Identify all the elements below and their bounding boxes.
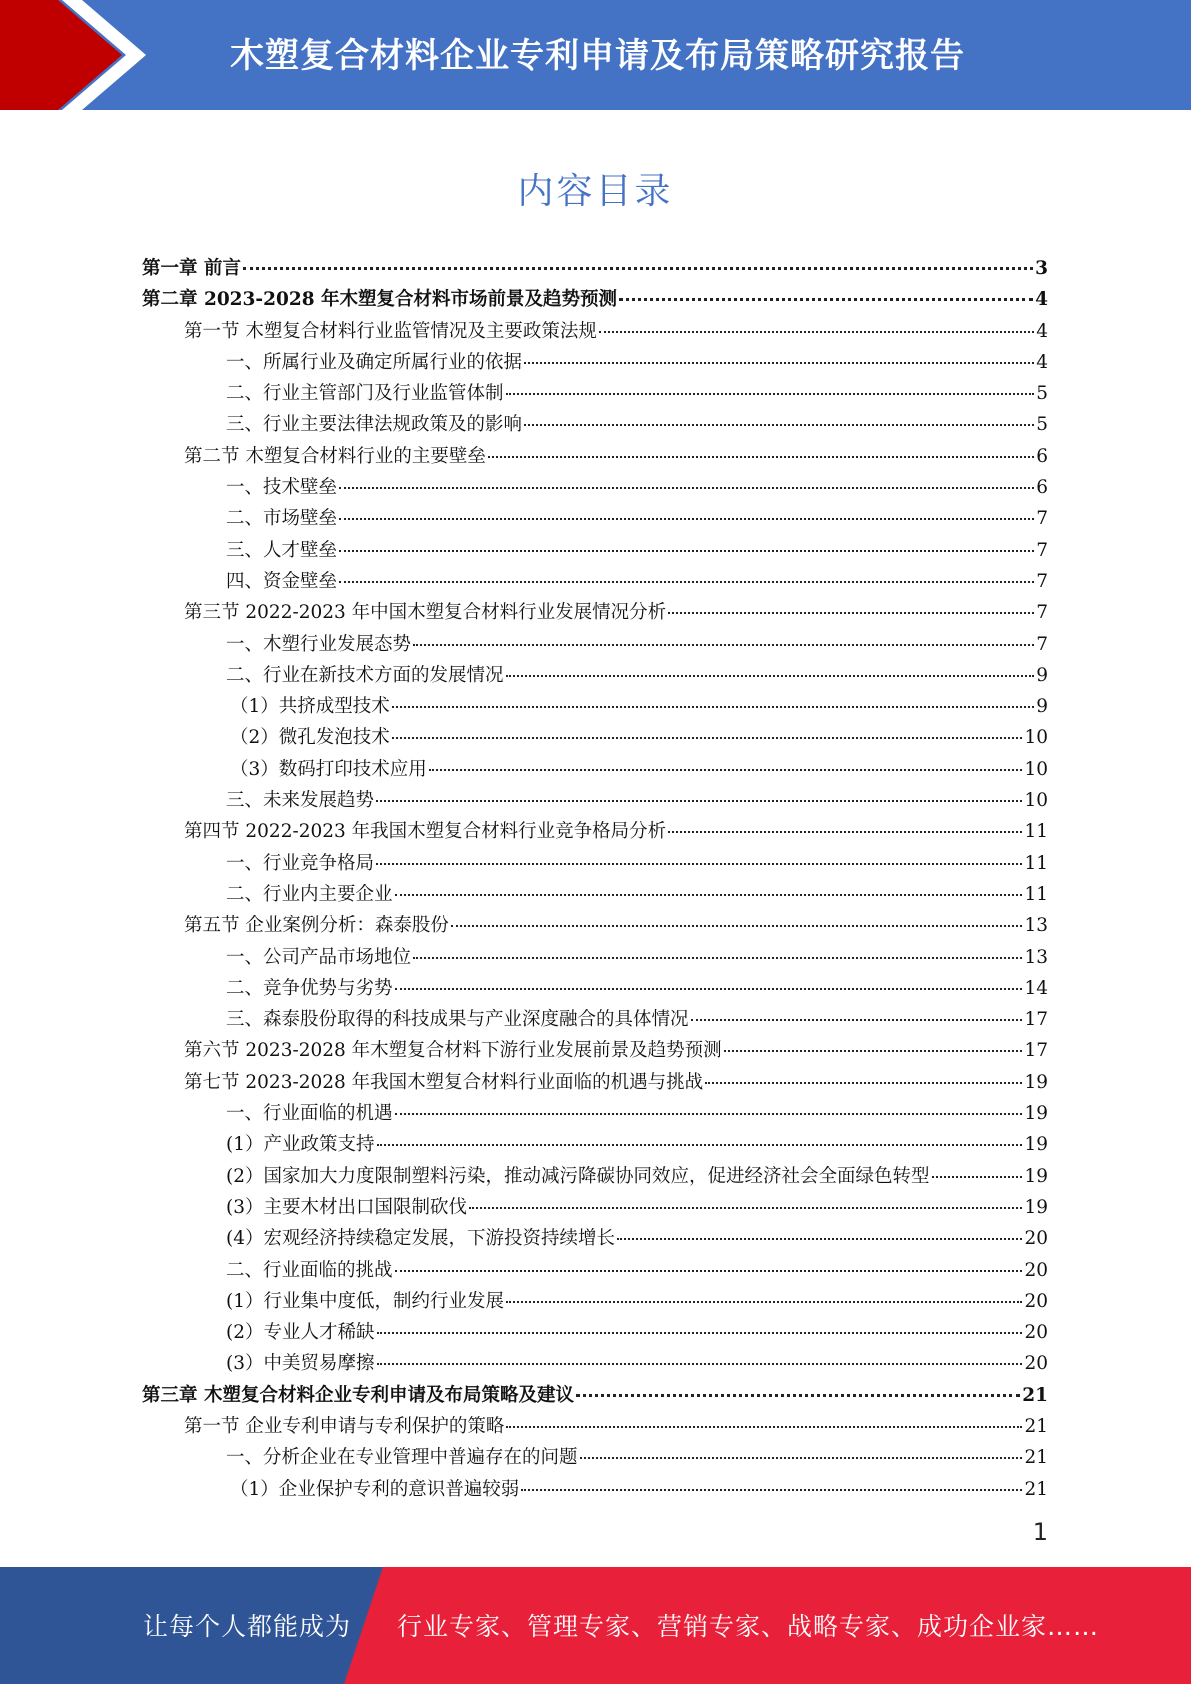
- toc-entry-title: (4）宏观经济持续稳定发展，下游投资持续增长: [226, 1228, 615, 1250]
- toc-entry-page: 20: [1024, 1322, 1048, 1344]
- toc-entry[interactable]: [142, 943, 1048, 974]
- toc-entry[interactable]: [142, 692, 1048, 723]
- toc-entry-title: 第二节 木塑复合材料行业的主要壁垒: [184, 445, 486, 467]
- toc-entry-page: 19: [1024, 1071, 1048, 1093]
- toc-dot-leader: [377, 1332, 1023, 1334]
- toc-entry-title: 第六节 2023-2028 年木塑复合材料下游行业发展前景及趋势预测: [184, 1040, 722, 1062]
- toc-entry-page: 10: [1024, 758, 1048, 780]
- toc-dot-leader: [395, 894, 1023, 896]
- toc-entry-title: 三、行业主要法律法规政策及的影响: [226, 414, 523, 436]
- toc-entry-title: 二、行业面临的挑战: [226, 1259, 393, 1281]
- toc-entry-page: 14: [1024, 977, 1048, 999]
- toc-entry-title: 一、行业竞争格局: [226, 852, 375, 874]
- toc-entry-page: 20: [1024, 1290, 1048, 1312]
- toc-entry-title: (1）产业政策支持: [226, 1134, 375, 1156]
- toc-dot-leader: [469, 1207, 1022, 1209]
- toc-entry-title: 第三章 木塑复合材料企业专利申请及布局策略及建议: [142, 1384, 574, 1406]
- toc-entry-page: 9: [1036, 664, 1048, 686]
- toc-entry-page: 10: [1024, 790, 1048, 812]
- toc-entry-title: (3）主要木材出口国限制砍伐: [226, 1196, 467, 1218]
- toc-entry-title: (3）中美贸易摩擦: [226, 1353, 375, 1375]
- toc-entry-title: 一、木塑行业发展态势: [226, 633, 412, 655]
- toc-entry-page: 4: [1036, 320, 1048, 342]
- toc-dot-leader: [377, 1144, 1023, 1146]
- toc-dot-leader: [521, 1489, 1022, 1491]
- toc-entry-title: 二、行业主管部门及行业监管体制: [226, 383, 504, 405]
- toc-entry-title: 二、竞争优势与劣势: [226, 977, 393, 999]
- toc-dot-leader: [506, 1426, 1022, 1428]
- table-of-contents: [142, 254, 1048, 1506]
- toc-entry-page: 5: [1036, 414, 1048, 436]
- toc-entry-page: 21: [1024, 1415, 1048, 1437]
- toc-entry[interactable]: [142, 661, 1048, 692]
- toc-entry[interactable]: [142, 1475, 1048, 1506]
- toc-heading: 内容目录: [517, 171, 674, 212]
- toc-entry[interactable]: [142, 630, 1048, 661]
- toc-entry[interactable]: [142, 1068, 1048, 1099]
- toc-entry[interactable]: [142, 317, 1048, 348]
- toc-entry[interactable]: [142, 504, 1048, 535]
- toc-entry-title: 第一章 前言: [142, 258, 241, 279]
- toc-dot-leader: [506, 1301, 1022, 1303]
- toc-entry-page: 21: [1022, 1384, 1048, 1406]
- toc-dot-leader: [506, 393, 1035, 395]
- toc-entry-title: 一、所属行业及确定所属行业的依据: [226, 351, 523, 373]
- toc-dot-leader: [392, 706, 1034, 708]
- toc-dot-leader: [488, 456, 1034, 458]
- toc-entry-title: (2）国家加大力度限制塑料污染，推动减污降碳协同效应，促进经济社会全面绿色转型: [226, 1165, 930, 1187]
- toc-entry[interactable]: [142, 379, 1048, 410]
- toc-entry-title: 第一节 木塑复合材料行业监管情况及主要政策法规: [184, 320, 597, 342]
- toc-entry-page: 21: [1024, 1447, 1048, 1469]
- toc-entry[interactable]: [142, 1193, 1048, 1224]
- toc-dot-leader: [413, 957, 1022, 959]
- toc-entry[interactable]: [142, 1036, 1048, 1067]
- toc-entry-page: 9: [1036, 696, 1048, 718]
- toc-dot-leader: [339, 487, 1034, 489]
- toc-entry[interactable]: [142, 1130, 1048, 1161]
- toc-entry-title: 第一节 企业专利申请与专利保护的策略: [184, 1415, 505, 1437]
- toc-entry-title: 第三节 2022-2023 年中国木塑复合材料行业发展情况分析: [184, 602, 667, 624]
- toc-entry-page: 4: [1036, 351, 1048, 373]
- toc-entry-title: 四、资金壁垒: [226, 570, 338, 592]
- toc-dot-leader: [580, 1457, 1023, 1459]
- toc-entry[interactable]: [142, 880, 1048, 911]
- toc-entry-page: 7: [1036, 633, 1048, 655]
- toc-entry-page: 19: [1024, 1196, 1048, 1218]
- toc-dot-leader: [668, 831, 1022, 833]
- footer-slogan-right: 行业专家、管理专家、营销专家、战略专家、成功企业家……: [397, 1612, 1100, 1641]
- toc-dot-leader: [524, 362, 1034, 364]
- toc-dot-leader: [339, 518, 1034, 520]
- toc-dot-leader: [377, 1363, 1023, 1365]
- toc-dot-leader: [506, 675, 1035, 677]
- toc-entry-title: 一、分析企业在专业管理中普遍存在的问题: [226, 1447, 578, 1469]
- toc-entry-page: 6: [1036, 445, 1048, 467]
- toc-dot-leader: [429, 769, 1023, 771]
- toc-entry[interactable]: [142, 786, 1048, 817]
- toc-entry-title: 二、行业在新技术方面的发展情况: [226, 664, 504, 686]
- toc-entry-title: 三、未来发展趋势: [226, 790, 375, 812]
- toc-entry-page: 11: [1024, 821, 1048, 843]
- toc-entry-page: 6: [1036, 477, 1048, 499]
- toc-dot-leader: [376, 800, 1022, 802]
- toc-entry-title: 二、市场壁垒: [226, 508, 338, 530]
- toc-entry[interactable]: [142, 536, 1048, 567]
- toc-entry-page: 13: [1024, 946, 1048, 968]
- toc-entry[interactable]: [142, 817, 1048, 848]
- toc-entry-title: 第二章 2023-2028 年木塑复合材料市场前景及趋势预测: [142, 289, 618, 311]
- toc-dot-leader: [668, 612, 1034, 614]
- toc-entry[interactable]: [142, 1005, 1048, 1036]
- toc-dot-leader: [599, 331, 1034, 333]
- report-title: 木塑复合材料企业专利申请及布局策略研究报告: [230, 36, 965, 76]
- toc-entry-title: 第五节 企业案例分析：森泰股份: [184, 915, 449, 937]
- toc-entry-page: 21: [1024, 1478, 1048, 1500]
- toc-dot-leader: [691, 1019, 1023, 1021]
- toc-entry[interactable]: [142, 723, 1048, 754]
- toc-dot-leader: [395, 988, 1023, 990]
- toc-entry-page: 17: [1024, 1009, 1048, 1031]
- toc-entry[interactable]: [142, 1162, 1048, 1193]
- toc-entry-page: 7: [1036, 602, 1048, 624]
- toc-entry-title: 一、行业面临的机遇: [226, 1103, 393, 1125]
- footer-slogan-left: 让每个人都能成为: [143, 1612, 352, 1641]
- toc-entry[interactable]: [142, 1099, 1048, 1130]
- toc-entry-title: （2）微孔发泡技术: [230, 727, 390, 749]
- toc-entry-page: 5: [1036, 383, 1048, 405]
- header-arrow-decoration: [0, 0, 150, 110]
- toc-entry[interactable]: [142, 1318, 1048, 1349]
- page-number: 1: [1032, 1518, 1048, 1546]
- toc-entry[interactable]: [142, 974, 1048, 1005]
- toc-entry[interactable]: [142, 285, 1048, 316]
- toc-dot-leader: [395, 1270, 1023, 1272]
- report-header-banner: [0, 0, 1191, 110]
- toc-entry-page: 17: [1024, 1040, 1048, 1062]
- toc-entry[interactable]: [142, 567, 1048, 598]
- toc-entry-page: 20: [1024, 1353, 1048, 1375]
- toc-entry[interactable]: [142, 410, 1048, 441]
- toc-entry-title: 三、森泰股份取得的科技成果与产业深度融合的具体情况: [226, 1009, 689, 1031]
- toc-entry[interactable]: [142, 254, 1048, 285]
- toc-entry-title: 一、公司产品市场地位: [226, 946, 412, 968]
- toc-entry-page: 7: [1036, 539, 1048, 561]
- toc-entry-page: 7: [1036, 570, 1048, 592]
- toc-entry-page: 4: [1035, 289, 1048, 311]
- toc-entry-page: 11: [1024, 883, 1048, 905]
- toc-entry-title: 第四节 2022-2023 年我国木塑复合材料行业竞争格局分析: [184, 821, 667, 843]
- toc-entry[interactable]: [142, 755, 1048, 786]
- toc-entry[interactable]: [142, 1412, 1048, 1443]
- toc-dot-leader: [376, 863, 1022, 865]
- toc-entry[interactable]: [142, 598, 1048, 629]
- toc-entry[interactable]: [142, 1287, 1048, 1318]
- toc-dot-leader: [932, 1176, 1023, 1178]
- toc-entry-page: 19: [1024, 1103, 1048, 1125]
- toc-entry-title: （1）企业保护专利的意识普遍较弱: [230, 1478, 520, 1500]
- toc-entry-page: 19: [1024, 1134, 1048, 1156]
- toc-entry[interactable]: [142, 473, 1048, 504]
- toc-entry-title: 一、技术壁垒: [226, 477, 338, 499]
- toc-entry-page: 10: [1024, 727, 1048, 749]
- toc-dot-leader: [339, 581, 1034, 583]
- toc-entry-page: 19: [1024, 1165, 1048, 1187]
- toc-dot-leader: [619, 298, 1033, 301]
- toc-entry-title: （1）共挤成型技术: [230, 696, 390, 718]
- toc-entry-title: 二、行业内主要企业: [226, 883, 393, 905]
- toc-dot-leader: [576, 1394, 1020, 1397]
- toc-entry-page: 11: [1024, 852, 1048, 874]
- toc-entry-title: 三、人才壁垒: [226, 539, 338, 561]
- toc-entry-title: (1）行业集中度低，制约行业发展: [226, 1290, 504, 1312]
- toc-entry-page: 20: [1024, 1259, 1048, 1281]
- toc-entry[interactable]: [142, 1349, 1048, 1380]
- toc-entry-title: 第七节 2023-2028 年我国木塑复合材料行业面临的机遇与挑战: [184, 1071, 704, 1093]
- toc-dot-leader: [617, 1238, 1022, 1240]
- report-footer-banner: [0, 1567, 1191, 1684]
- toc-entry[interactable]: [142, 348, 1048, 379]
- toc-entry-page: 3: [1035, 258, 1048, 279]
- toc-dot-leader: [451, 925, 1023, 927]
- toc-entry[interactable]: [142, 442, 1048, 473]
- toc-entry-title: (2）专业人才稀缺: [226, 1322, 375, 1344]
- toc-entry[interactable]: [142, 1443, 1048, 1474]
- toc-entry[interactable]: [142, 911, 1048, 942]
- toc-entry-page: 20: [1024, 1228, 1048, 1250]
- toc-dot-leader: [392, 737, 1023, 739]
- toc-entry-page: 13: [1024, 915, 1048, 937]
- toc-dot-leader: [724, 1050, 1023, 1052]
- toc-entry[interactable]: [142, 1381, 1048, 1412]
- toc-dot-leader: [339, 550, 1034, 552]
- toc-dot-leader: [413, 644, 1034, 646]
- toc-dot-leader: [705, 1082, 1022, 1084]
- toc-entry[interactable]: [142, 1256, 1048, 1287]
- toc-entry[interactable]: [142, 849, 1048, 880]
- toc-entry-page: 7: [1036, 508, 1048, 530]
- toc-entry-title: （3）数码打印技术应用: [230, 758, 427, 780]
- toc-entry[interactable]: [142, 1224, 1048, 1255]
- toc-dot-leader: [395, 1113, 1023, 1115]
- toc-dot-leader: [524, 424, 1034, 426]
- toc-dot-leader: [243, 267, 1033, 270]
